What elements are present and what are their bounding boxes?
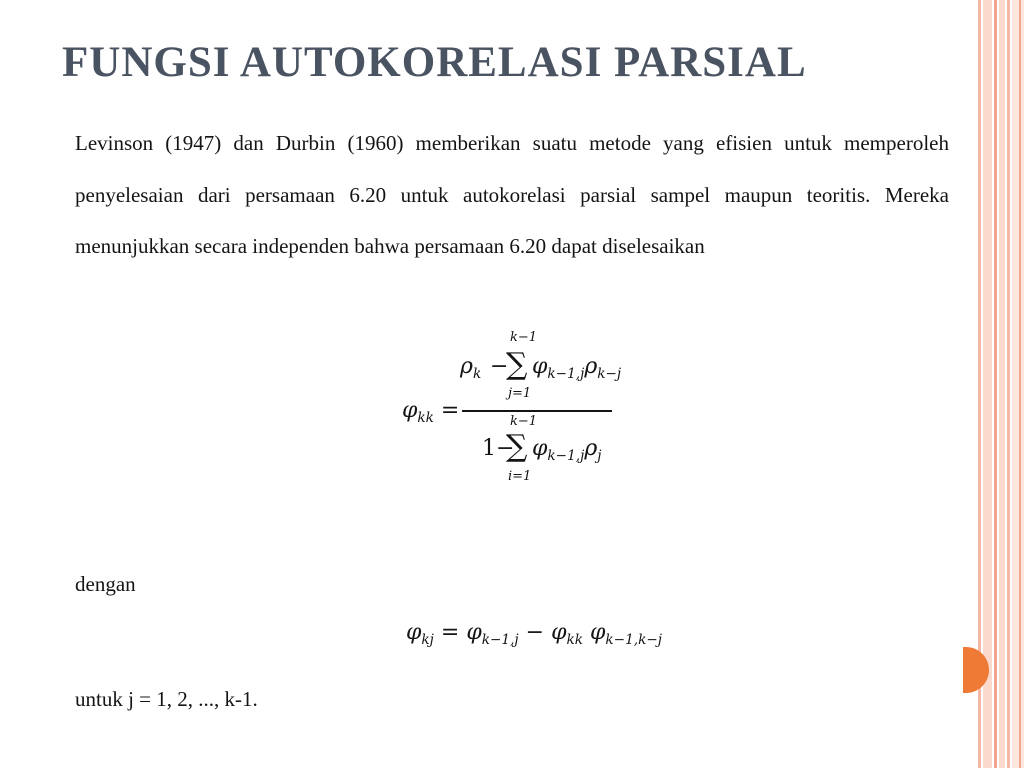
decorative-stripe [1007,0,1010,768]
slide-title: FUNGSI AUTOKORELASI PARSIAL [62,39,807,86]
decorative-stripe [1019,0,1021,768]
pacf-equation [402,328,632,493]
denominator-one-minus: 1− [482,436,515,461]
numerator-sum-upper-limit: k−1 [510,330,538,345]
pacf-lhs: $\varphi_{kk}$ = [402,398,460,426]
decorative-stripe [1012,0,1024,768]
denominator-sum-upper-limit: k−1 [510,414,538,429]
update-equation: $\varphi_{kj} = \varphi_{k-1,j} - \varphi_{kk}$ $\varphi_{k-1,k-j}$ [406,620,662,648]
denominator-sigma-icon: ∑ [506,429,528,464]
decorative-stripe [994,0,997,768]
numerator-sum-lower-limit: j=1 [508,386,532,401]
denominator-product: $\varphi_{k-1,j}\rho_j$ [532,436,602,464]
index-range-text: untuk j = 1, 2, ..., k-1. [75,687,258,711]
numerator-product: $\varphi_{k-1,j}\rho_{k-j}$ [532,354,622,382]
numerator-minus: − [490,354,509,379]
fraction-bar [462,410,612,412]
numerator-rho: $\rho_k$ [460,354,482,382]
dengan-label: dengan [75,572,136,596]
numerator-sigma-icon: ∑ [506,347,528,382]
denominator-sum-lower-limit: i=1 [508,469,532,484]
intro-paragraph: Levinson (1947) dan Durbin (1960) memberikan suatu metode yang efisien untuk memperoleh penyelesaian dari persamaan 6.20 untuk autokorelasi parsial sampel maupun teoritis. Mereka menunjukkan secara independen bahwa persamaan 6.20 dapat diselesaikan [75,131,949,258]
decorative-stripe [999,0,1005,768]
decorative-stripe [983,0,992,768]
